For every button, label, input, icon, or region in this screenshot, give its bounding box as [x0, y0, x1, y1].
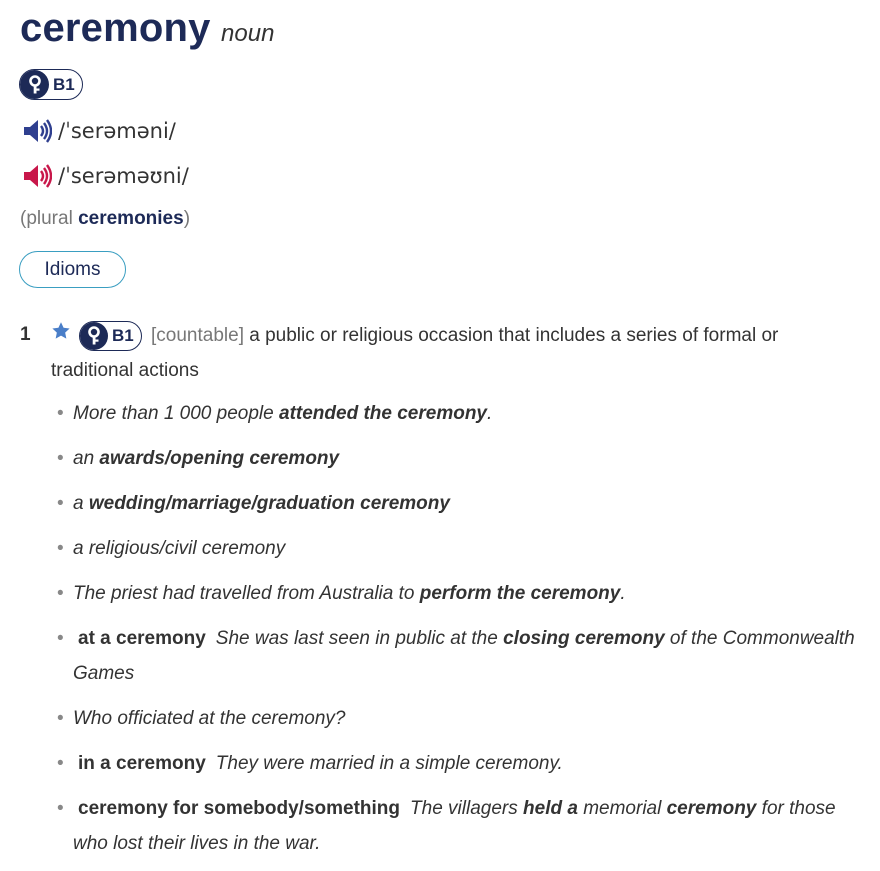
sense-level-badge[interactable] — [79, 321, 142, 351]
speaker-icon-blue[interactable] — [22, 118, 52, 144]
pronunciation-british — [22, 118, 176, 144]
example-item: • ceremony for somebody/something The villagers held a memorial ceremony for those who lost their lives in the war. — [57, 798, 836, 854]
headword: ceremony — [20, 6, 211, 50]
phonetic-british: /ˈserəməni/ — [58, 119, 176, 143]
key-icon — [80, 322, 108, 350]
part-of-speech: noun — [221, 20, 275, 47]
plural-form: ceremonies — [78, 208, 184, 229]
example-item: • at a ceremony She was last seen in public at the closing ceremony of the Commonwealth Games — [57, 628, 855, 684]
plural-info: (plural ceremonies) — [20, 208, 191, 229]
idioms-button[interactable]: Idioms — [19, 251, 126, 288]
definition-text: a public or religious occasion that includes a series of formal or traditional actions — [51, 325, 779, 382]
example-item: • The priest had travelled from Australia to perform the ceremony. — [57, 583, 626, 604]
star-icon — [51, 318, 71, 353]
collocation-label: ceremony for somebody/something — [78, 798, 401, 819]
example-item: • an awards/opening ceremony — [57, 448, 340, 469]
example-item: • a religious/civil ceremony — [57, 538, 286, 559]
example-item: • More than 1 000 people attended the ceremony. — [57, 403, 493, 424]
example-item: • Who officiated at the ceremony? — [57, 708, 346, 729]
level-label: B1 — [53, 74, 75, 94]
speaker-icon-red[interactable] — [22, 163, 52, 189]
phonetic-american: /ˈserəməʊni/ — [58, 164, 189, 188]
collocation-label: in a ceremony — [78, 753, 206, 774]
oxford-3000-level-badge[interactable] — [19, 69, 83, 100]
sense-definition-block — [51, 318, 851, 388]
examples-list — [53, 396, 863, 871]
entry-header — [20, 6, 274, 51]
grammar-label: [countable] — [151, 325, 244, 346]
collocation-label: at a ceremony — [78, 628, 206, 649]
pronunciation-american — [22, 163, 189, 189]
example-item: • a wedding/marriage/graduation ceremony — [57, 493, 450, 514]
key-icon — [20, 70, 49, 99]
example-item: • in a ceremony They were married in a simple ceremony. — [57, 753, 563, 774]
sense-number: 1 — [20, 324, 31, 345]
level-label: B1 — [112, 326, 134, 346]
